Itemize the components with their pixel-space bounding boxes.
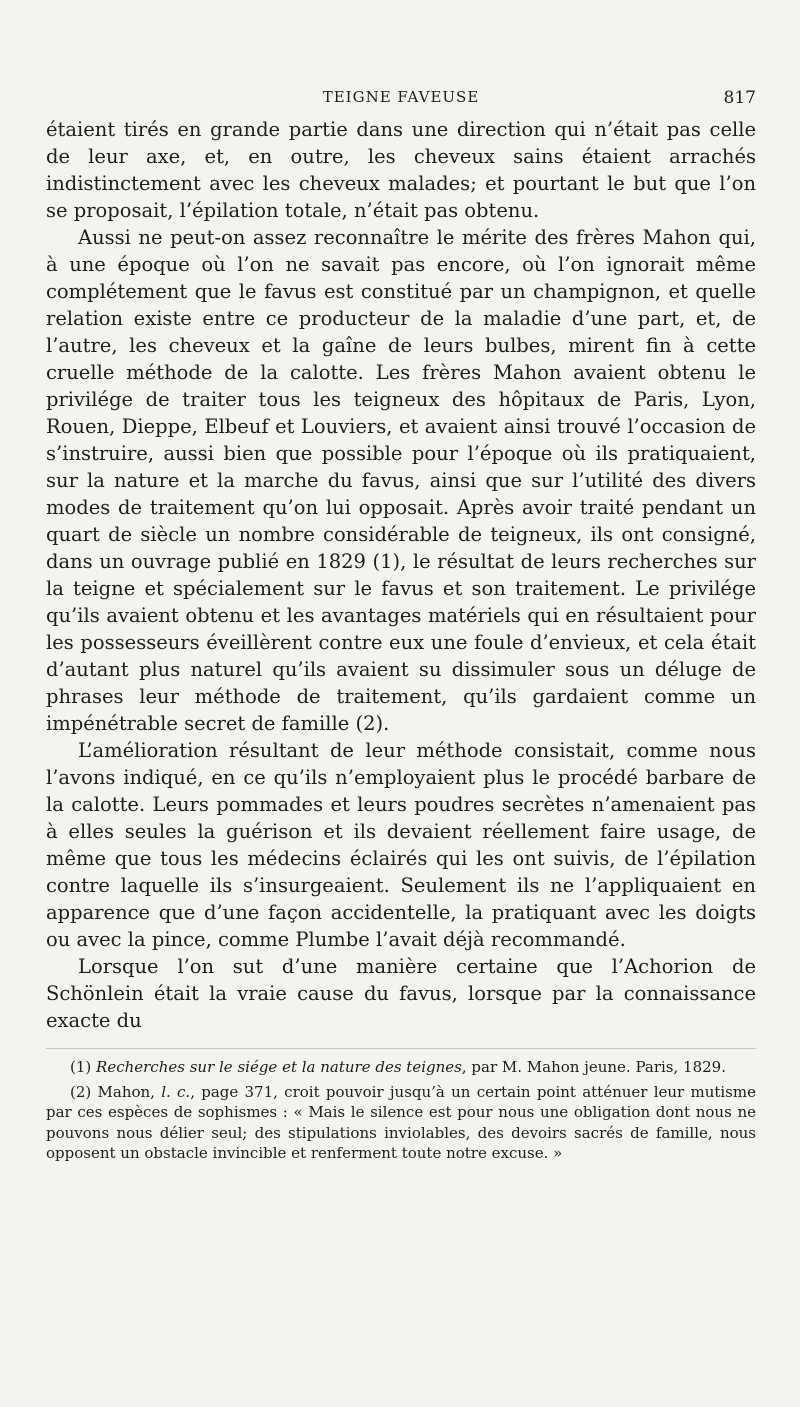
footnote-1-title: Recherches sur le siége et la nature des teignes bbox=[96, 1058, 462, 1076]
footnote-ref-2: (2) bbox=[349, 712, 384, 735]
page-number: 817 bbox=[723, 88, 756, 108]
book-page bbox=[46, 82, 756, 1168]
paragraph-2-part-c: . bbox=[383, 712, 390, 735]
footnote-1-mark: (1) bbox=[70, 1058, 92, 1076]
footnotes bbox=[46, 1057, 756, 1164]
paragraph-2-part-a: Aussi ne peut-on assez reconnaître le mérite des frères Mahon qui, à une époque où l’on ne savait pas encore, où l’on ignorait même complétement que le favus est constitué par un champignon, et quelle relation existe entre ce producteur de la maladie d’une part, et, de l’autre, les cheveux et la gaîne de leurs bulbes, mirent fin à cette cruelle méthode de la calotte. Les frères Mahon avaient obtenu le privilége de traiter tous les teigneux des hôpitaux de Paris, Lyon, Rouen, Dieppe, Elbeuf et Louviers, et avaient ainsi trouvé l’occasion de s’instruire, aussi bien que possible pour l’époque où ils pratiquaient, sur la nature et la marche du favus, ainsi que sur l’utilité des divers modes de traitement qu’on lui opposait. Après avoir traité pendant un quart de siècle un nombre considérable de teigneux, ils ont consigné, dans un ouvrage publié en 1829 bbox=[46, 226, 756, 573]
footnote-1-rest: , par M. Mahon jeune. Paris, 1829. bbox=[461, 1058, 726, 1076]
footnote-2 bbox=[46, 1082, 756, 1164]
footnote-2-ref: l. c. bbox=[161, 1082, 191, 1101]
paragraph-3: L’amélioration résultant de leur méthode consistait, comme nous l’avons indiqué, en ce qu’ils n’employaient plus le procédé barbare de la calotte. Leurs pommades et leurs poudres secrètes n’amenaient pas à elles seules la guérison et ils devaient réellement faire usage, de même que tous les médecins éclairés qui les ont suivis, de l’épilation contre laquelle ils s’insurgeaient. Seulement ils ne l’appliquaient en apparence que d’une façon accidentelle, la pratiquant avec les doigts ou avec la pince, comme Plumbe l’avait déjà recommandé. bbox=[46, 739, 756, 951]
footnote-divider bbox=[46, 1048, 756, 1049]
footnote-ref-1: (1) bbox=[365, 550, 401, 573]
running-head bbox=[46, 82, 756, 116]
footnote-2-author: Mahon, bbox=[97, 1082, 162, 1101]
main-text bbox=[46, 116, 756, 1034]
footnote-1 bbox=[46, 1057, 756, 1078]
footnote-2-rest: , page 371, croit pouvoir jusqu’à un certain point atténuer leur mutisme par ces espèces de sophismes : « Mais le silence est pour nous une obligation dont nous ne pouvons nous délier seul; des stipulations inviolables, des devoirs sacrés de famille, nous opposent un obstacle invincible et renferment toute notre excuse. » bbox=[46, 1082, 756, 1162]
paragraph-2-part-b: , le résultat de leurs recherches sur la teigne et spécialement sur le favus et son traitement. Le privilége qu’ils avaient obtenu et les avantages matériels qui en résultaient pour les possesseurs éveillèrent contre eux une foule d’envieux, et cela était d’autant plus naturel qu’ils avaient su dissimuler sous un déluge de phrases leur méthode de traitement, qu’ils gardaient comme un impénétrable secret de famille bbox=[46, 550, 756, 735]
footnote-2-mark: (2) bbox=[70, 1082, 92, 1101]
paragraph-2 bbox=[46, 224, 756, 737]
running-title: TEIGNE FAVEUSE bbox=[322, 88, 480, 106]
paragraph-4: Lorsque l’on sut d’une manière certaine que l’Achorion de Schönlein était la vraie cause du favus, lorsque par la connaissance exacte du bbox=[46, 955, 756, 1032]
paragraph-1: étaient tirés en grande partie dans une direction qui n’était pas celle de leur axe, et, en outre, les cheveux sains étaient arrachés indistinctement avec les cheveux malades; et pourtant le but que l’on se proposait, l’épilation totale, n’était pas obtenu. bbox=[46, 118, 756, 222]
